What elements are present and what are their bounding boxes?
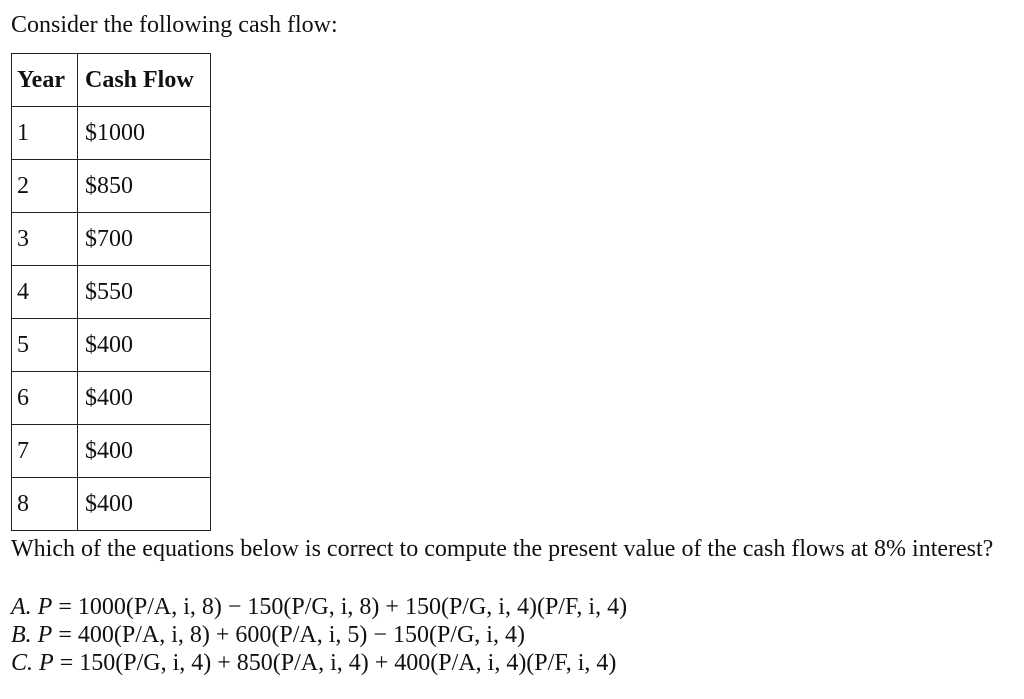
option-equation: 150(P/G, i, 4) + 850(P/A, i, 4) + 400(P/A, i, 4)(P/F, i, 4) [79, 650, 617, 676]
option-a [11, 593, 627, 621]
option-c [11, 649, 627, 677]
table-row [12, 478, 211, 531]
year-header: Year [12, 54, 78, 107]
cash-flow-cell: $700 [78, 213, 211, 266]
cash-flow-cell: $400 [78, 478, 211, 531]
table-row [12, 372, 211, 425]
option-label: A. [11, 594, 32, 620]
option-b [11, 621, 627, 649]
table-row [12, 213, 211, 266]
year-cell: 5 [12, 319, 78, 372]
option-variable: P [39, 650, 54, 676]
question-text: Which of the equations below is correct to compute the present value of the cash flows at 8% interest? [11, 536, 994, 562]
year-cell: 4 [12, 266, 78, 319]
table-header-row [12, 54, 211, 107]
cash-flow-cell: $1000 [78, 107, 211, 160]
option-variable: P [37, 622, 53, 648]
option-label: B. [11, 622, 32, 648]
option-variable: P [37, 594, 53, 620]
cash-flow-table [11, 53, 211, 531]
year-cell: 2 [12, 160, 78, 213]
table-row [12, 319, 211, 372]
year-cell: 1 [12, 107, 78, 160]
year-cell: 6 [12, 372, 78, 425]
table-row [12, 107, 211, 160]
cash-flow-cell: $400 [78, 319, 211, 372]
cash-flow-cell: $850 [78, 160, 211, 213]
year-cell: 7 [12, 425, 78, 478]
intro-text: Consider the following cash flow: [11, 12, 338, 38]
option-equation: 1000(P/A, i, 8) − 150(P/G, i, 8) + 150(P/G, i, 4)(P/F, i, 4) [77, 594, 628, 620]
equals-sign: = [58, 594, 72, 620]
equals-sign: = [58, 622, 72, 648]
option-label: C. [11, 650, 34, 676]
equals-sign: = [59, 650, 74, 676]
table-row [12, 425, 211, 478]
option-equation: 400(P/A, i, 8) + 600(P/A, i, 5) − 150(P/G, i, 4) [77, 622, 525, 648]
cash-flow-cell: $400 [78, 425, 211, 478]
table-row [12, 160, 211, 213]
cash-flow-header: Cash Flow [78, 54, 211, 107]
cash-flow-cell: $400 [78, 372, 211, 425]
cash-flow-cell: $550 [78, 266, 211, 319]
year-cell: 8 [12, 478, 78, 531]
year-cell: 3 [12, 213, 78, 266]
answer-options [11, 593, 627, 677]
table-row [12, 266, 211, 319]
